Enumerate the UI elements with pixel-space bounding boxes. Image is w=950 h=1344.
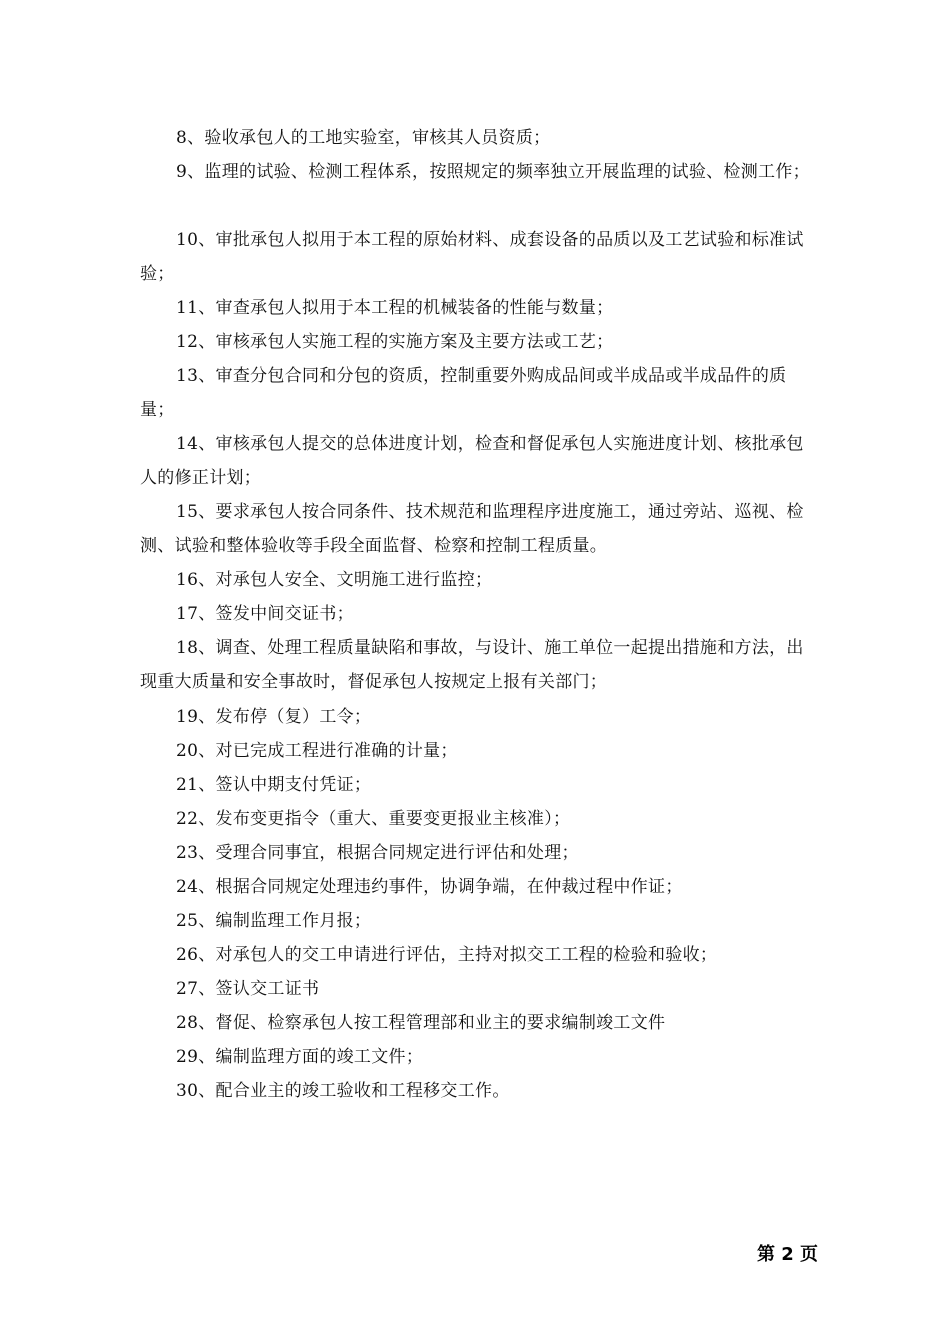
- list-item: 20、对已完成工程进行准确的计量；: [176, 741, 458, 761]
- list-item: 25、编制监理工作月报；: [176, 911, 372, 931]
- list-item: 23、受理合同事宜，根据合同规定进行评估和处理；: [176, 843, 579, 863]
- list-item: 10、审批承包人拟用于本工程的原始材料、成套设备的品质以及工艺试验和标准试验；: [140, 230, 804, 284]
- list-item: 16、对承包人安全、文明施工进行监控；: [176, 570, 493, 590]
- list-item: 22、发布变更指令（重大、重要变更报业主核准）；: [176, 809, 571, 829]
- list-item: 19、发布停（复）工令；: [176, 707, 372, 727]
- list-item: 21、签认中期支付凭证；: [176, 775, 372, 795]
- list-item: 15、要求承包人按合同条件、技术规范和监理程序进度施工，通过旁站、巡视、检测、试验和整体验收等手段全面监督、检察和控制工程质量。: [140, 502, 804, 556]
- list-item: 8、验收承包人的工地实验室，审核其人员资质；: [176, 128, 551, 148]
- list-item: 24、根据合同规定处理违约事件，协调争端，在仲裁过程中作证；: [176, 877, 683, 897]
- list-item: 13、审查分包合同和分包的资质，控制重要外购成品间或半成品或半成品件的质量；: [140, 366, 787, 420]
- list-item: 29、编制监理方面的竣工文件；: [176, 1047, 424, 1067]
- list-item: 18、调查、处理工程质量缺陷和事故，与设计、施工单位一起提出措施和方法，出现重大质量和安全事故时，督促承包人按规定上报有关部门；: [140, 638, 804, 692]
- list-item: 14、审核承包人提交的总体进度计划，检查和督促承包人实施进度计划、核批承包人的修正计划；: [140, 434, 804, 488]
- list-item: 9、监理的试验、检测工程体系，按照规定的频率独立开展监理的试验、检测工作；: [176, 162, 810, 182]
- list-item: 30、配合业主的竣工验收和工程移交工作。: [176, 1081, 510, 1101]
- list-item: 26、对承包人的交工申请进行评估，主持对拟交工工程的检验和验收；: [176, 945, 718, 965]
- list-item: 28、督促、检察承包人按工程管理部和业主的要求编制竣工文件: [176, 1013, 666, 1033]
- page-number: 第 2 页: [756, 1244, 818, 1265]
- list-item: 17、签发中间交证书；: [176, 604, 354, 624]
- list-item: 11、审查承包人拟用于本工程的机械装备的性能与数量；: [176, 298, 614, 318]
- list-item: 12、审核承包人实施工程的实施方案及主要方法或工艺；: [176, 332, 614, 352]
- list-item: 27、签认交工证书: [176, 979, 320, 999]
